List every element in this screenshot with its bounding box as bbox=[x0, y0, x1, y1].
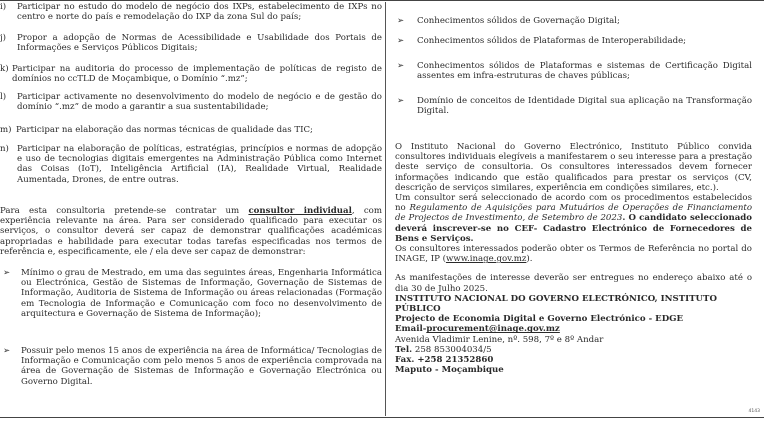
requirement-bullet: ➢ Possuir pelo menos 15 anos de experiência na área de Informática/ Tecnologias de Informação e Comunicação com pelo menos 5 anos de experiência comprovada na área de Governação de Sistemas de Informação e Governação Electrónica ou Governo Digital. bbox=[0, 346, 382, 387]
contact-block bbox=[395, 294, 752, 376]
duty-item-j: j) Propor a adopção de Normas de Acessibilidade e Usabilidade dos Portais de Informações e Serviços Públicos Digitais; bbox=[0, 33, 382, 54]
arrow-bullet-icon: ➢ bbox=[397, 61, 405, 71]
duty-item-l: l) Participar activamente no desenvolvimento do modelo de negócio e de gestão do domínio “.mz” de modo a garantir a sua sustentabilidade; bbox=[0, 92, 382, 113]
contact-project: Projecto de Economia Digital e Governo Electrónico - EDGE bbox=[395, 314, 684, 325]
knowledge-bullet: ➢ Conhecimentos sólidos de Plataformas e sistemas de Certificação Digital assentes em infra-estruturas de chaves públicas; bbox=[395, 61, 752, 96]
notice-code: 4143 bbox=[748, 409, 760, 414]
left-column bbox=[0, 2, 382, 387]
contact-tel-line: Tel. 258 853004034/5 bbox=[395, 344, 492, 355]
contact-address: Avenida Vladimir Lenine, nº. 598, 7º e 8º Andar bbox=[395, 334, 604, 345]
arrow-bullet-icon: ➢ bbox=[3, 268, 11, 278]
column-divider bbox=[385, 2, 386, 416]
selection-paragraph: Um consultor será seleccionado de acordo com os procedimentos estabelecidos no Regulamento de Aquisições para Mutuários de Operações de Financiamento de Projectos de Investimento, de Setembro de 2023. O candidato seleccionado deverá inscrever-se no CEF- Cadastro Electrónico de Fornecedores de Bens e Serviços. bbox=[395, 193, 753, 244]
terms-paragraph: Os consultores interessados poderão obter os Termos de Referência no portal do INAGE, IP (www.inage.gov.mz). bbox=[395, 244, 752, 265]
consultancy-paragraph: Para esta consultoria pretende-se contratar um consultor individual, com experiência relevante na área. Para ser considerado qualificado para executar os serviços, o consultor deverá ser capaz de demonstrar qualificações académicas apropriadas e habilidade para executar todas tarefas especificadas nos termos de referência e, especificamente, ele / ela deve ser capaz de demonstrar: bbox=[0, 206, 383, 257]
contact-fax-line: Fax. +258 21352860 bbox=[395, 355, 494, 366]
arrow-bullet-icon: ➢ bbox=[397, 96, 405, 106]
contact-organization: INSTITUTO NACIONAL DO GOVERNO ELECTRÓNICO, INSTITUTO PÚBLICO bbox=[395, 293, 717, 315]
contact-city: Maputo - Moçambique bbox=[395, 365, 504, 376]
top-rule bbox=[0, 0, 764, 1]
requirement-bullet: ➢ Mínimo o grau de Mestrado, em uma das seguintes áreas, Engenharia Informática ou Electrónica, Gestão de Sistemas de Informação, Governação de Sistemas de Informação, Auditoria de Sistema de Informação ou áreas relacionadas (Formação em Tecnologia de Informação e Comunicação com foco no desenvolvimento de arquitectura e Governação de Sistema de Informação); bbox=[0, 268, 382, 346]
bottom-rule bbox=[0, 417, 764, 418]
duty-item-k: k) Participar na auditoria do processo de implementação de políticas de registo de domínios no ccTLD de Moçambique, o Domínio “.mz”; bbox=[0, 64, 382, 85]
deadline-paragraph: As manifestações de interesse deverão ser entregues no endereço abaixo até o dia 30 de Julho 2025. bbox=[395, 273, 752, 294]
arrow-bullet-icon: ➢ bbox=[3, 346, 11, 356]
email-link[interactable]: procurement@inage.gov.mz bbox=[426, 324, 560, 335]
contact-email-line: Email-procurement@inage.gov.mz bbox=[395, 324, 560, 335]
portal-link[interactable]: www.inage.gov.mz bbox=[445, 254, 527, 265]
knowledge-bullet: ➢ Domínio de conceitos de Identidade Digital sua aplicação na Transformação Digital. bbox=[395, 96, 752, 142]
arrow-bullet-icon: ➢ bbox=[397, 16, 405, 26]
right-column bbox=[395, 2, 752, 375]
duty-item-n: n) Participar na elaboração de políticas, estratégias, princípios e normas de adopção e uso de tecnologias digitais emergentes na Administração Pública como Internet das Coisas (IoT), Inteligência Artificial (IA), Realidade Virtual, Realidade Aumentada, Drones, de entre outras. bbox=[0, 144, 382, 185]
knowledge-bullet: ➢ Conhecimentos sólidos de Plataformas de Interoperabilidade; bbox=[395, 36, 752, 61]
duty-item-i: i) Participar no estudo do modelo de negócio dos IXPs, estabelecimento de IXPs no centro e norte do país e remodelação do IXP da zona Sul do país; bbox=[0, 2, 382, 23]
duty-item-m: m) Participar na elaboração das normas técnicas de qualidade das TIC; bbox=[0, 125, 313, 135]
invitation-paragraph: O Instituto Nacional do Governo Electrónico, Instituto Público convida consultores individuais elegíveis a manifestarem o seu interesse para a prestação deste serviço de consultoria. Os consultores interessados devem fornecer informações indicando que estão qualificados para prestar os serviços (CV, descrição de serviços similares, experiência em condições similares, etc.). bbox=[395, 142, 752, 193]
consultant-role: consultor individual bbox=[248, 206, 352, 216]
arrow-bullet-icon: ➢ bbox=[397, 36, 405, 46]
knowledge-bullet: ➢ Conhecimentos sólidos de Governação Digital; bbox=[395, 2, 752, 36]
